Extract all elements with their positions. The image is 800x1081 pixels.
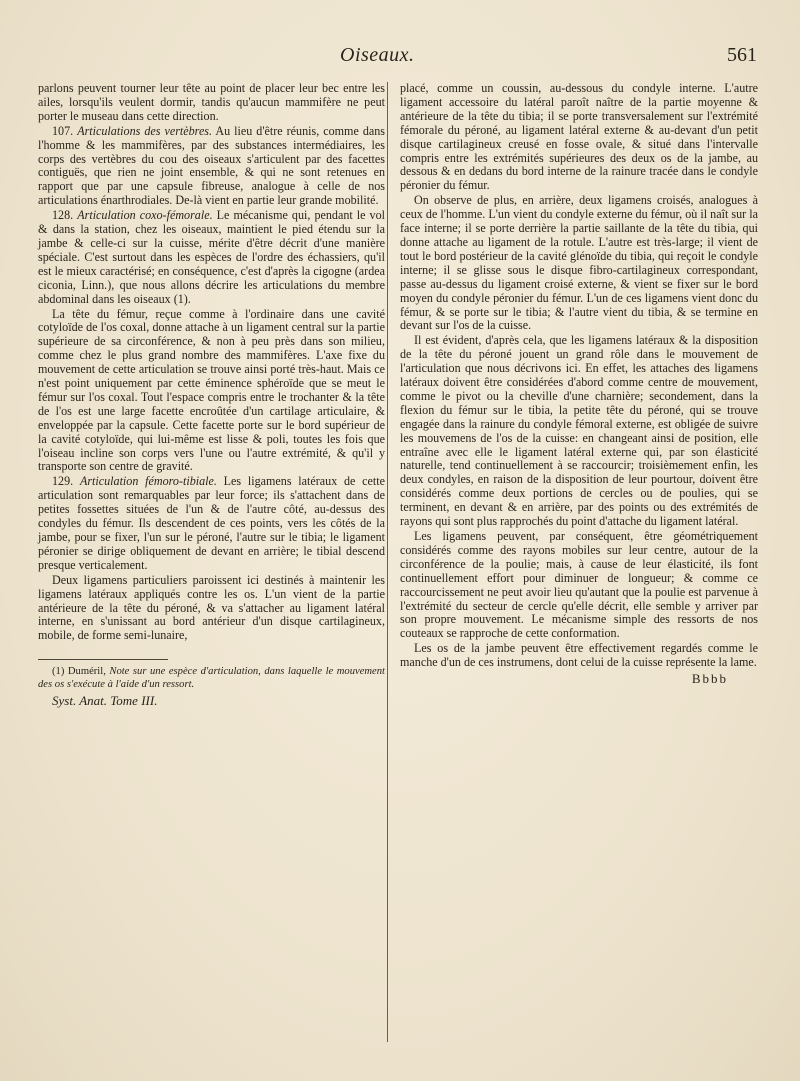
footnote — [38, 666, 385, 691]
footnote-title: Note sur une espèce d'articulation, dans laquelle le mouvement des os s'exécute à l'aide d'un ressort. — [38, 666, 385, 690]
section-128 — [38, 209, 385, 306]
paragraph: placé, comme un coussin, au-dessous du condyle interne. L'autre ligament accessoire du latéral paroît naître de la partie moyenne & antérieure de la tête du tibia; il se porte transversalement sur l'extrémité fémorale du péroné, au ligament latéral externe & au-devant d'un petit disque cartilagineux creusé en fosse ovale, & situé dans l'intervalle compris entre les extrémités supérieures des deux os de la jambe, au dessous & en dedans du bord interne de la rainure tracée dans le condyle péronier du fémur. — [400, 81, 758, 193]
section-text: Au lieu d'être réunis, comme dans l'homme & les mammifères, par des substances intermédiaires, les corps des vertèbres du cou des oiseaux s'articulent par des facettes contiguës, que rien ne joint ensemble, & qui ne sont retenues en rapport que par une capsule fibreuse, analogue à celle de nos articulations énarthrodiales. De-là vient en partie leur grande mobilité. — [38, 123, 386, 208]
paragraph: Il est évident, d'après cela, que les ligamens latéraux & la disposition de la tête du péroné jouent un grand rôle dans le mouvement de l'articulation que nous décrivons ici. En effet, les attaches des ligamens latéraux doivent être considérées d'abord comme centre de mouvement, comme le pivot ou la cheville d'une charnière; secondement, dans la flexion du fémur sur le tibia, la petite tête du péroné, qui se trouve engagée dans la rainure du condyle fémoral externe, est obligée de suivre les mouvemens de l'os de la cuisse: en changeant ainsi de position, elle entraîne avec elle le ligament latéral externe qui, par son élasticité naturelle, tend continuellement à se raccourcir; troisièmement enfin, les deux condyles, en raison de la disposition de leur pourtour, doivent être considérés comme deux portions de cercles ou de poulies, qui se terminent, en devant & en arrière, par des points ou des extrémités de rayons qui sont plus rapprochés du point d'attache du ligament latéral. — [400, 333, 758, 529]
paragraph: parlons peuvent tourner leur tête au point de placer leur bec entre les ailes, lorsqu'ils veulent dormir, tandis qu'aucun mammifère ne peut porter le museau dans cette direction. — [38, 81, 385, 123]
section-title: Articulation coxo-fémorale. — [77, 208, 213, 223]
right-column — [400, 82, 758, 686]
section-129 — [38, 475, 385, 572]
section-title: Articulation fémoro-tibiale. — [79, 474, 217, 489]
section-title: Articulations des vertèbres. — [77, 123, 213, 138]
paragraph: La tête du fémur, reçue comme à l'ordinaire dans une cavité cotyloïde de l'os coxal, donne attache à un ligament central sur la partie supérieure de sa circonférence, & non à peu près dans son milieu, comme chez le plus grand nombre des mammifères. L'axe fixe du mouvement de cette articulation se trouve ainsi porté très-haut. Mais ce n'est point uniquement par cette éminence sphéroïde que se meut le fémur sur l'os coxal. Tout l'espace compris entre le trochanter & la tête de l'os est une large facette encroûtée d'un cartilage articulaire, & enveloppée par la capsule. Cette facette porte sur le bord supérieur de la cavité cotyloïde, qui lui-même est lisse & poli, toutes les fois que l'oiseau incline son corps vers l'une ou l'autre extrémité, & qu'il y transporte son centre de gravité. — [38, 306, 385, 474]
column-divider — [387, 82, 388, 1042]
paragraph: Deux ligamens particuliers paroissent ici destinés à maintenir les ligamens latéraux appliqués contre les os. L'un vient de la partie antérieure de la tête du péroné, & va s'attacher au ligament latéral interne, en s'unissant au bord antérieur d'un disque cartilagineux, mobile, de forme semi-lunaire, — [38, 572, 385, 643]
footnote-divider — [38, 659, 168, 660]
paragraph: On observe de plus, en arrière, deux ligamens croisés, analogues à ceux de l'homme. L'un vient du condyle externe du fémur, où il naît sur la face interne; il se porte derrière la partie saillante de la tête du tibia, qui donne attache au ligament de la rotule. L'autre est très-large; il vient de tout le bord postérieur de la cavité glénoïde du tibia, qui reçoit le condyle interne; il se glisse sous le disque fibro-cartilagineux correspondant, passe au-dessus du ligament croisé externe, & vient se fixer sur le bord moyen du condyle péronier du fémur. L'un de ces ligamens vient donc du fémur, & se porte sur le tibia; & l'autre vient du tibia, & se termine en devant sur l'os de la cuisse. — [400, 193, 758, 333]
section-text: Les ligamens latéraux de cette articulation sont remarquables par leur force; ils s'attachent dans de petites fossettes situées de l'un & de l'autre côté, au-dessus des condyles du fémur. Ils descendent de ces points, vers les côtés de la jambe, pour se fixer, l'un sur le péroné, l'autre sur le tibia; le ligament péronier se dirige obliquement de devant en arrière; le tibial descend presque verticalement. — [38, 474, 385, 572]
section-number: 128. — [52, 208, 74, 223]
signature-mark: Syst. Anat. Tome III. — [52, 693, 158, 709]
section-number: 129. — [52, 474, 74, 489]
left-column — [38, 82, 385, 709]
page-number: 561 — [727, 44, 757, 66]
paragraph: Les os de la jambe peuvent être effectivement regardés comme le manche d'un de ces instrumens, dont celui de la cuisse représente la lame. — [400, 641, 758, 670]
section-number: 107. — [52, 123, 74, 138]
section-text: Le mécanisme qui, pendant le vol & dans la station, chez les oiseaux, maintient le pied étendu sur la jambe & celle-ci sur la cuisse, mérite d'être décrit d'une manière spéciale. C'est surtout dans les espèces de l'ordre des échassiers, qu'il est le mieux caractérisé; en conséquence, c'est d'après la cigogne (ardea ciconia, Linn.), que nous allons décrire les articulations du membre abdominal dans les oiseaux (1). — [38, 208, 386, 306]
footnote-author: (1) Duméril, — [52, 666, 110, 678]
section-127 — [38, 125, 385, 208]
paragraph: Les ligamens peuvent, par conséquent, être géométriquement considérés comme des rayons mobiles sur leur centre, autour de la circonférence de la poulie; mais, à cause de leur élasticité, ils font continuellement effort pour diminuer de longueur; & comme ce raccourcissement ne peut avoir lieu qu'autant que la poulie est parvenue à l'extrémité du secteur de cercle qu'elle décrit, elle semble y arriver par son propre mouvement. Le mécanisme simple des ressorts de nos couteaux se rapproche de cette conformation. — [400, 529, 758, 641]
running-title: Oiseaux. — [340, 44, 415, 66]
gathering-mark: Bbbb — [691, 671, 728, 687]
